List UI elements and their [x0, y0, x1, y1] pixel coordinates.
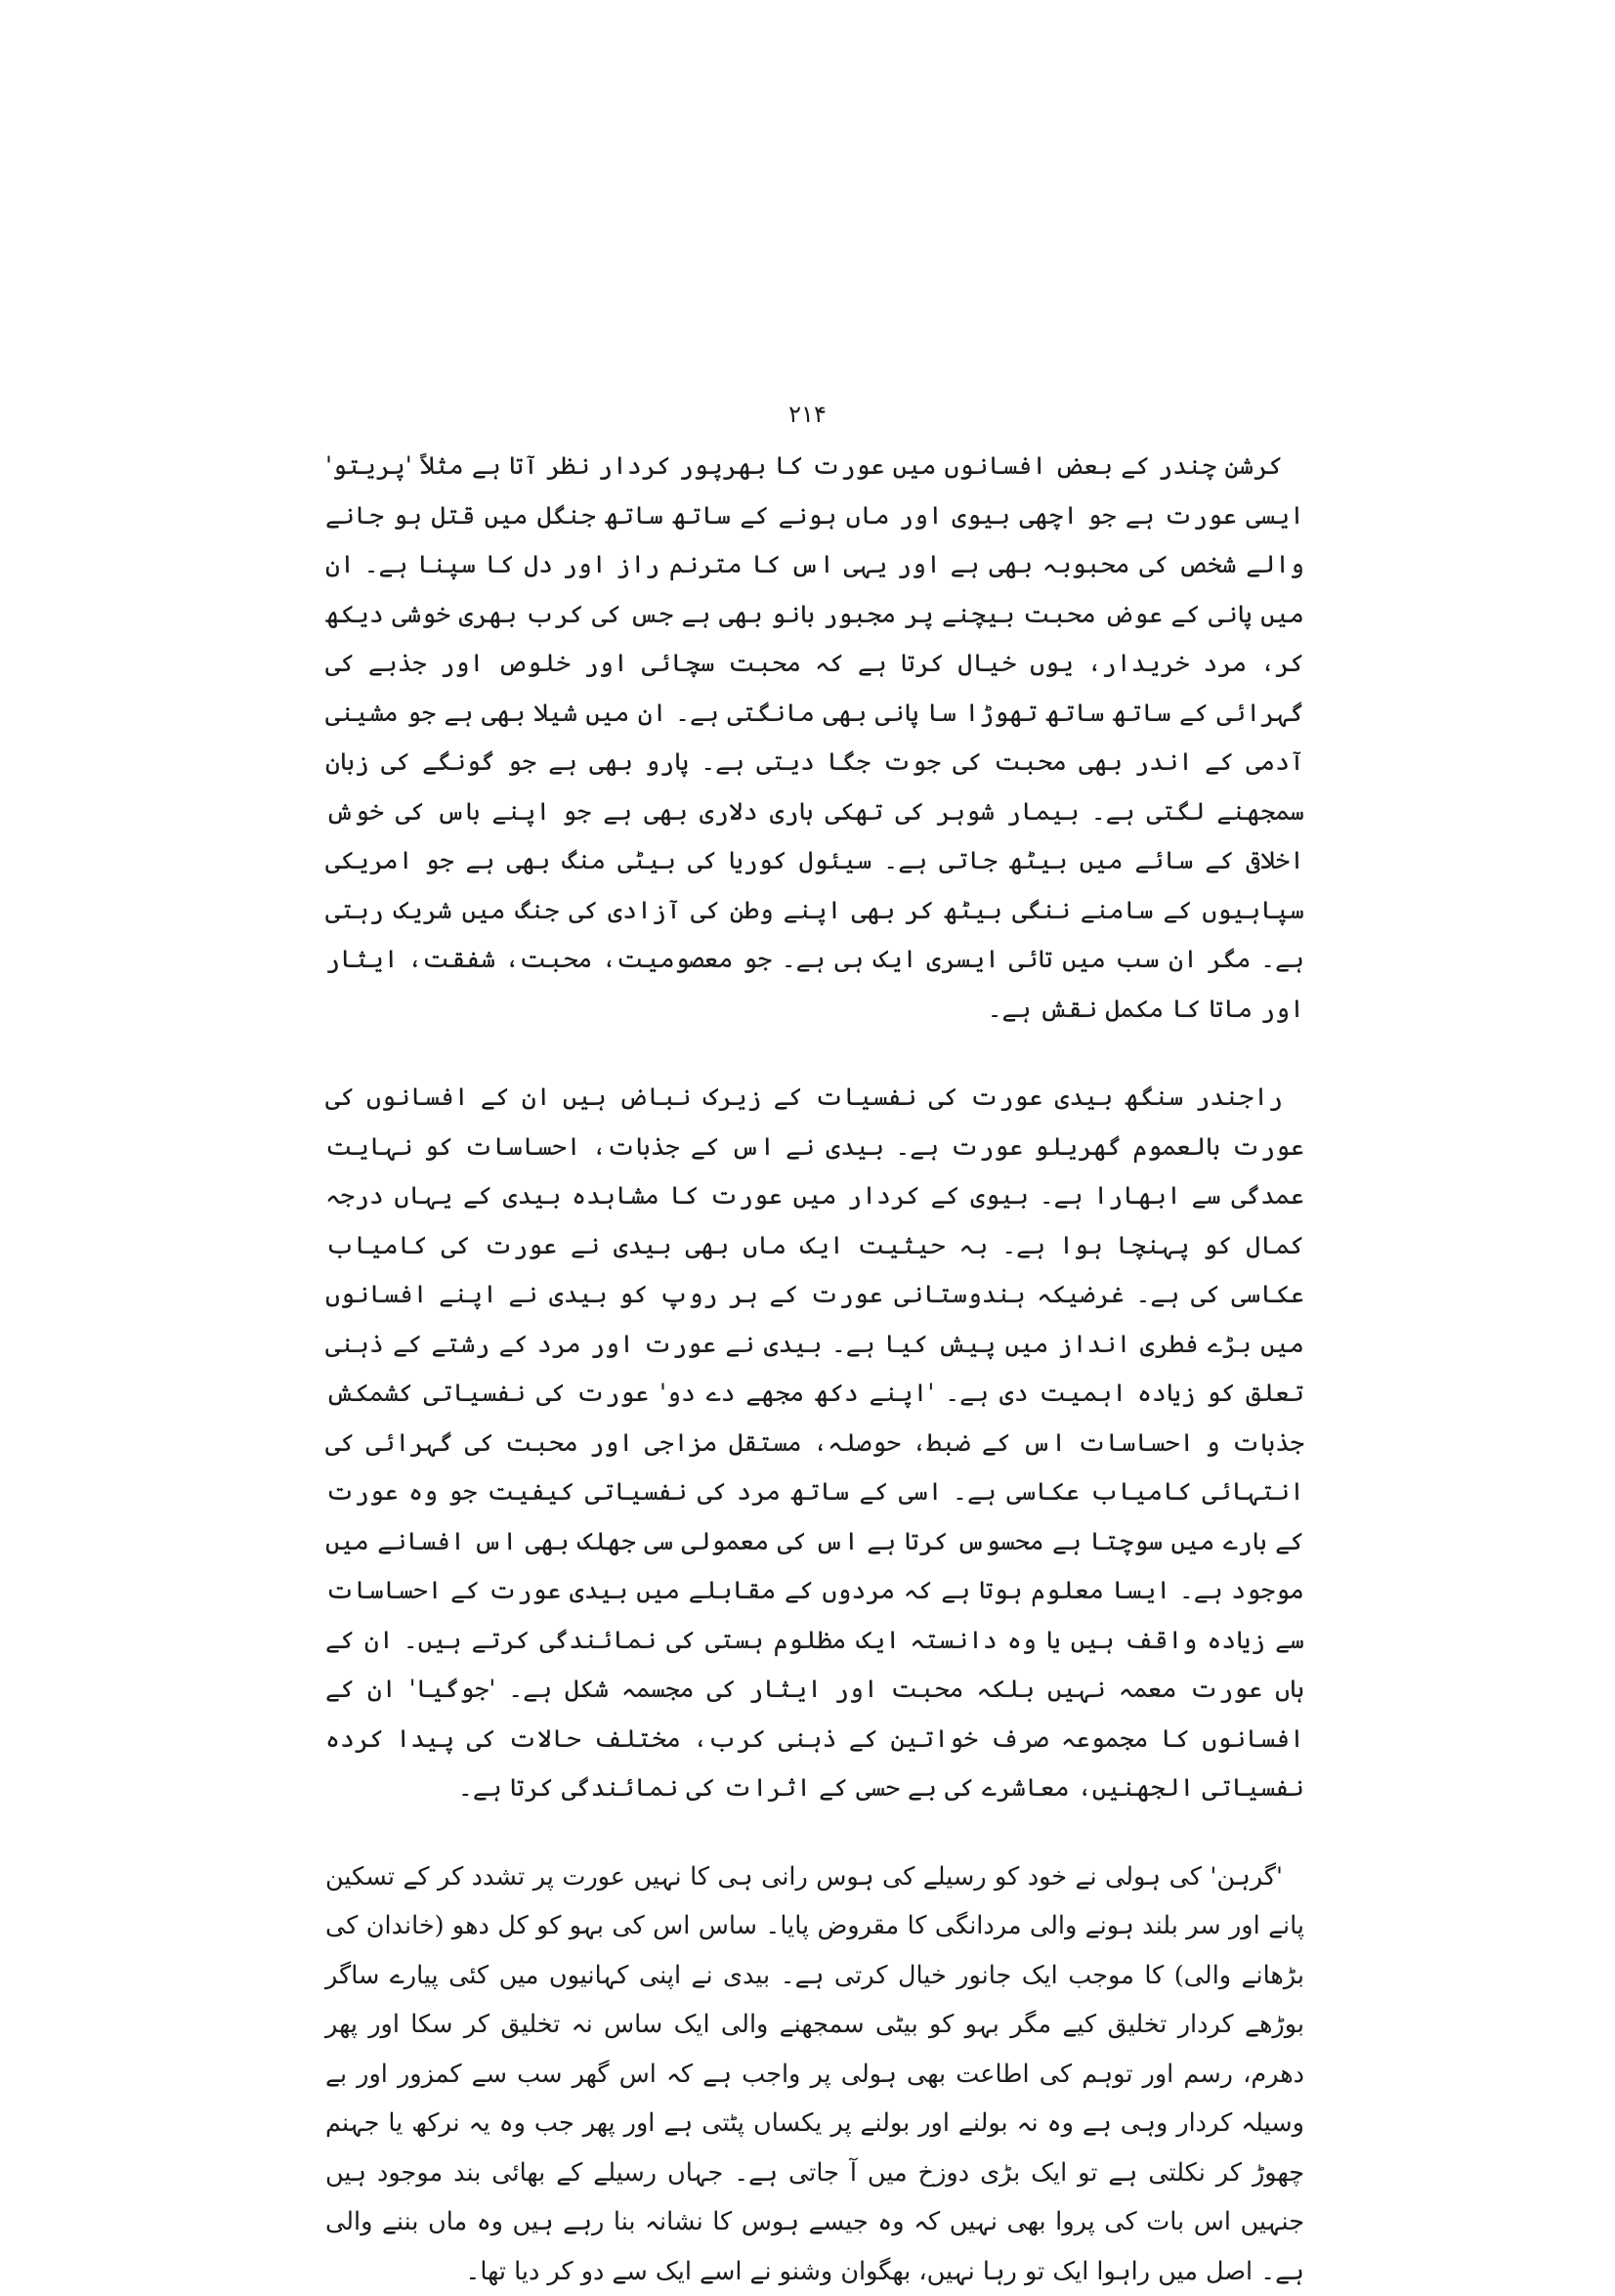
paragraph-bedi: راجندر سنگھ بیدی عورت کی نفسیات کے زیرک نباض ہیں ان کے افسانوں کی عورت بالعموم گھریلو عورت ہے۔ بیدی نے اس کے جذبات، احساسات کو نہایت عمدگی سے ابھارا ہے۔ بیوی کے کردار میں عورت کا مشاہدہ بیدی کے یہاں درجہ کمال کو پہنچا ہوا ہے۔ بہ حیثیت ایک ماں بھی بیدی نے عورت کی کامیاب عکاسی کی ہے۔ غرضیکہ ہندوستانی عورت کے ہر روپ کو بیدی نے اپنے افسانوں میں بڑے فطری انداز میں پیش کیا ہے۔ بیدی نے عورت اور مرد کے رشتے کے ذہنی تعلق کو زیادہ اہمیت دی ہے۔ 'اپنے دکھ مجھے دے دو' عورت کی نفسیاتی کشمکش جذبات و احساسات اس کے ضبط، حوصلہ، مستقل مزاجی اور محبت کی گہرائی کی انتہائی کامیاب عکاسی ہے۔ اسی کے ساتھ مرد کی نفسیاتی کیفیت جو وہ عورت کے بارے میں سوچتا ہے محسوس کرتا ہے اس کی معمولی سی جھلک بھی اس افسانے میں موجود ہے۔ ایسا معلوم ہوتا ہے کہ مردوں کے مقابلے میں بیدی عورت کے احساسات سے زیادہ واقف ہیں یا وہ دانستہ ایک مظلوم ہستی کی نمائندگی کرتے ہیں۔ ان کے ہاں عورت معمہ نہیں بلکہ محبت اور ایثار کی مجسمہ شکل ہے۔ 'جوگیا' ان کے افسانوں کا مجموعہ صرف خواتین کے ذہنی کرب، مختلف حالات کی پیدا کردہ نفسیاتی الجھنیں، معاشرے کی بے حسی کے اثرات کی نمائندگی کرتا ہے۔: [325, 1073, 1304, 1813]
page-number: ۲۱۴: [0, 401, 1615, 428]
body-text: [325, 442, 1304, 2296]
paragraph-krishan-chander: کرشن چندر کے بعض افسانوں میں عورت کا بھرپور کردار نظر آتا ہے مثلاً 'پریتو' ایسی عورت ہے جو اچھی بیوی اور ماں ہونے کے ساتھ ساتھ جنگل میں قتل ہو جانے والے شخص کی محبوبہ بھی ہے اور یہی اس کا مترنم راز اور دل کا سپنا ہے۔ ان میں پانی کے عوض محبت بیچنے پر مجبور بانو بھی ہے جس کی کرب بھری خوشی دیکھ کر، مرد خریدار، یوں خیال کرتا ہے کہ محبت سچائی اور خلوص اور جذبے کی گہرائی کے ساتھ ساتھ تھوڑا سا پانی بھی مانگتی ہے۔ ان میں شیلا بھی ہے جو مشینی آدمی کے اندر بھی محبت کی جوت جگا دیتی ہے۔ پارو بھی ہے جو گونگے کی زبان سمجھنے لگتی ہے۔ بیمار شوہر کی تھکی ہاری دلاری بھی ہے جو اپنے باس کی خوش اخلاقی کے سائے میں بیٹھ جاتی ہے۔ سیئول کوریا کی بیٹی منگ بھی ہے جو امریکی سپاہیوں کے سامنے ننگی بیٹھ کر بھی اپنے وطن کی آزادی کی جنگ میں شریک رہتی ہے۔ مگر ان سب میں تائی ایسری ایک ہی ہے۔ جو معصومیت، محبت، شفقت، ایثار اور ماتا کا مکمل نقش ہے۔: [325, 442, 1304, 1034]
paragraph-grahan: 'گرہن' کی ہولی نے خود کو رسیلے کی ہوس رانی ہی کا نہیں عورت پر تشدد کر کے تسکین پانے اور سر بلند ہونے والی مردانگی کا مقروض پایا۔ ساس اس کی بہو کو کل دھو (خاندان کی بڑھانے والی) کا موجب ایک جانور خیال کرتی ہے۔ بیدی نے اپنی کہانیوں میں کئی پیارے ساگر بوڑھے کردار تخلیق کیے مگر بہو کو بیٹی سمجھنے والی ایک ساس نہ تخلیق کر سکا اور پھر دھرم، رسم اور توہم کی اطاعت بھی ہولی پر واجب ہے کہ اس گھر سب سے کمزور اور بے وسیلہ کردار وہی ہے وہ نہ بولنے اور بولنے پر یکساں پٹتی ہے اور پھر جب وہ یہ نرکھ یا جہنم چھوڑ کر نکلتی ہے تو ایک بڑی دوزخ میں آ جاتی ہے۔ جہاں رسیلے کے بھائی بند موجود ہیں جنہیں اس بات کی پروا بھی نہیں کہ وہ جیسے ہوس کا نشانہ بنا رہے ہیں وہ ماں بننے والی ہے۔ اصل میں راہوا ایک تو رہا نہیں، بھگوان وشنو نے اسے ایک سے دو کر دیا تھا۔: [325, 1852, 1304, 2296]
